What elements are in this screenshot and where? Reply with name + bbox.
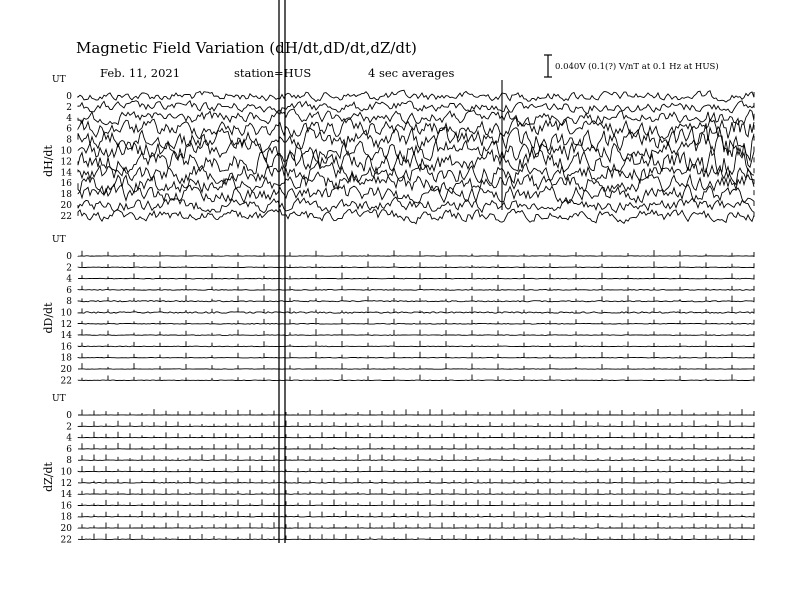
row-label: 16 (60, 342, 72, 353)
ut-label: UT (52, 75, 66, 85)
trace-line (78, 209, 754, 223)
row-label: 12 (60, 319, 72, 330)
trace-spikes (82, 511, 742, 517)
trace-spikes (82, 533, 742, 539)
ut-label: UT (52, 394, 66, 404)
averaging-label: 4 sec averages (368, 66, 455, 80)
trace-line (78, 471, 754, 472)
panel-label: dZ/dt (42, 462, 55, 492)
row-label: 12 (60, 478, 72, 489)
row-label: 4 (66, 274, 72, 285)
trace-spikes (82, 307, 732, 313)
trace-spikes (82, 318, 732, 324)
trace-spikes (82, 363, 732, 369)
trace-line (78, 184, 754, 203)
row-label: 6 (66, 285, 72, 296)
scale-bar-label: 0.040V (0.1(?) V/nT at 0.1 Hz at HUS) (555, 62, 719, 72)
row-label: 18 (60, 190, 72, 201)
trace-spikes (82, 454, 742, 460)
panel-2 (42, 394, 754, 545)
trace-line (78, 290, 754, 291)
row-label: 14 (60, 168, 72, 179)
panel-1 (42, 235, 754, 386)
trace-spikes (82, 341, 732, 347)
panel-label: dH/dt (42, 145, 55, 177)
trace-line (78, 323, 754, 324)
row-label: 8 (66, 456, 72, 467)
trace-line (78, 346, 754, 347)
row-label: 18 (60, 512, 72, 523)
row-label: 10 (60, 467, 72, 478)
row-label: 0 (66, 252, 72, 262)
row-label: 8 (66, 297, 72, 308)
trace-spikes (82, 488, 742, 494)
station-label: station=HUS (234, 66, 312, 80)
trace-spikes (82, 443, 742, 449)
row-label: 4 (66, 433, 72, 444)
trace-line (78, 90, 754, 102)
trace-line (78, 312, 754, 313)
trace-spikes (82, 284, 732, 290)
trace-line (78, 123, 754, 160)
row-label: 6 (66, 124, 72, 135)
row-label: 2 (66, 422, 72, 433)
row-label: 18 (60, 353, 72, 364)
trace-spikes (82, 420, 742, 426)
trace-line (78, 101, 754, 114)
row-label: 14 (60, 331, 72, 342)
row-label: 0 (66, 92, 72, 102)
row-label: 2 (66, 263, 72, 274)
row-label: 14 (60, 490, 72, 501)
row-label: 0 (66, 411, 72, 421)
row-label: 10 (60, 146, 72, 157)
row-label: 22 (60, 211, 72, 222)
trace-spikes (82, 374, 732, 380)
trace-spikes (82, 250, 732, 256)
chart-title: Magnetic Field Variation (dH/dt,dD/dt,dZ/dt) (76, 39, 417, 57)
trace-spikes (82, 261, 732, 267)
row-label: 6 (66, 444, 72, 455)
trace-spikes (82, 466, 742, 472)
row-label: 20 (60, 201, 72, 211)
trace-spikes (82, 499, 742, 505)
trace-spikes (82, 329, 732, 335)
event-markers (279, 0, 502, 543)
trace-line (78, 335, 754, 336)
row-label: 16 (60, 501, 72, 512)
trace-line (78, 483, 754, 484)
row-label: 2 (66, 102, 72, 113)
trace-spikes (82, 295, 732, 301)
trace-spikes (82, 352, 732, 358)
trace-spikes (82, 273, 732, 279)
trace-spikes (82, 522, 742, 528)
row-label: 22 (60, 376, 72, 387)
row-label: 8 (66, 135, 72, 146)
date-label: Feb. 11, 2021 (100, 66, 181, 80)
row-label: 4 (66, 113, 72, 124)
row-label: 22 (60, 535, 72, 546)
row-label: 16 (60, 179, 72, 190)
panel-0 (42, 75, 754, 224)
trace-spikes (82, 409, 742, 415)
ut-label: UT (52, 235, 66, 245)
trace-line (78, 172, 754, 195)
row-label: 20 (60, 524, 72, 534)
trace-line (78, 301, 754, 302)
trace-spikes (82, 477, 742, 483)
row-label: 12 (60, 157, 72, 168)
scale-bar (544, 55, 552, 77)
row-label: 20 (60, 365, 72, 375)
panel-label: dD/dt (42, 302, 55, 334)
trace-spikes (82, 432, 742, 438)
trace-line (78, 278, 754, 279)
row-label: 10 (60, 308, 72, 319)
